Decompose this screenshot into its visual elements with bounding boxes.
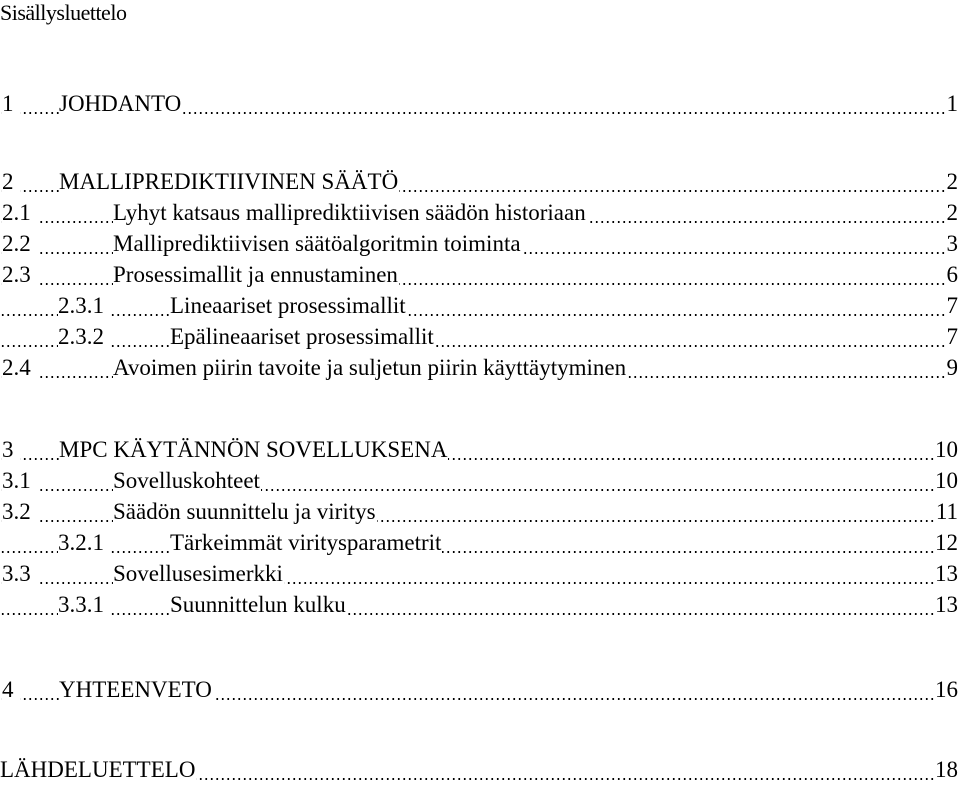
toc-heading: Epälineaariset prosessimallit [170,322,435,352]
toc-number: 2.3 [2,260,37,290]
toc-heading: Suunnittelun kulku [170,590,347,620]
toc-page-number: 7 [946,291,959,321]
toc-heading: LÄHDELUETTELO [0,755,196,785]
toc-page-number: 16 [934,675,958,705]
toc-page-number: 3 [946,229,959,259]
toc-page-number: 2 [946,198,959,228]
toc-entry-chapter-3[interactable] [0,435,958,465]
toc-entry-section-2-4[interactable] [0,353,958,383]
toc-heading: Avoimen piirin tavoite ja suljetun piirin käyttäytyminen [113,353,627,383]
toc-page-number: 2 [946,167,959,197]
toc-entry-subsection-3-2-1[interactable] [0,528,958,558]
toc-number: 4 [2,675,20,705]
toc-page-number: 1 [946,89,959,119]
toc-heading: Malliprediktiivisen säätöalgoritmin toiminta [113,229,522,259]
toc-heading: MALLIPREDIKTIIVINEN SÄÄTÖ [59,167,399,197]
toc-page-number: 9 [946,353,959,383]
toc-page-number: 11 [935,497,958,527]
toc-entry-section-3-2[interactable] [0,497,958,527]
toc-entry-section-3-3[interactable] [0,559,958,589]
toc-entry-subsection-2-3-1[interactable] [0,291,958,321]
toc-entry-chapter-1[interactable] [0,89,958,119]
toc-number: 2 [2,167,20,197]
toc-page-number: 12 [934,528,958,558]
toc-page-number: 10 [934,435,958,465]
toc-entry-chapter-2[interactable] [0,167,958,197]
toc-entry-section-2-1[interactable] [0,198,958,228]
toc-number: 2.1 [2,198,37,228]
toc-heading: Säädön suunnittelu ja viritys [113,497,377,527]
toc-heading: MPC KÄYTÄNNÖN SOVELLUKSENA [59,435,448,465]
toc-number: 3 [2,435,20,465]
toc-page-number: 7 [946,322,959,352]
toc-entry-subsection-2-3-2[interactable] [0,322,958,352]
toc-heading: YHTEENVETO [59,675,213,705]
toc-number: 3.1 [2,466,37,496]
toc-heading: Tärkeimmät viritysparametrit [170,528,442,558]
toc-entry-section-2-3[interactable] [0,260,958,290]
toc-heading: Prosessimallit ja ennustaminen [113,260,399,290]
toc-page-number: 18 [934,755,958,785]
toc-entry-chapter-4[interactable] [0,675,958,705]
toc-number: 2.4 [2,353,37,383]
toc-number: 1 [2,89,20,119]
toc-heading: Lyhyt katsaus malliprediktiivisen säädön historiaan [113,198,587,228]
toc-number: 3.2.1 [58,528,110,558]
toc-number: 3.3.1 [58,590,110,620]
page-title: Sisällysluettelo [0,0,127,25]
toc-heading: Lineaariset prosessimallit [170,291,407,321]
toc-page-number: 13 [934,559,958,589]
toc-number: 2.3.2 [58,322,110,352]
toc-page-number: 10 [934,466,958,496]
toc-heading: Sovellusesimerkki [113,559,284,589]
toc-heading: JOHDANTO [59,89,182,119]
toc-number: 3.2 [2,497,37,527]
toc-number: 2.3.1 [58,291,110,321]
toc-page-number: 13 [934,590,958,620]
toc-entry-subsection-3-3-1[interactable] [0,590,958,620]
toc-entry-section-3-1[interactable] [0,466,958,496]
toc-page-number: 6 [946,260,959,290]
toc-number: 2.2 [2,229,37,259]
toc-number: 3.3 [2,559,37,589]
toc-entry-section-2-2[interactable] [0,229,958,259]
toc-heading: Sovelluskohteet [113,466,261,496]
